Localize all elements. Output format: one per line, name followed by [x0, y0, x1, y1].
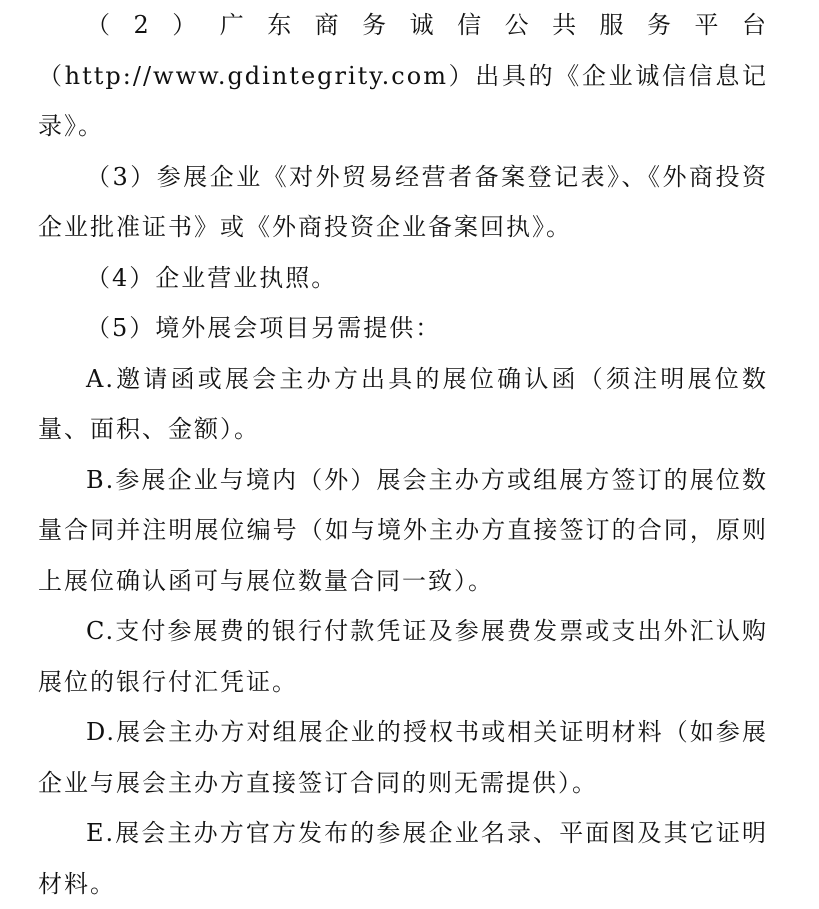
paragraph-item-c-payment-proof: C.支付参展费的银行付款凭证及参展费发票或支出外汇认购展位的银行付汇凭证。 [38, 617, 768, 696]
paragraph-item-3-registration-forms: （3）参展企业《对外贸易经营者备案登记表》、《外商投资企业批准证书》或《外商投资企业备案回执》。 [38, 162, 768, 241]
paragraph-item-2-platform-record: （2）广东商务诚信公共服务平台（http://www.gdintegrity.com）出具的《企业诚信信息记录》。 [38, 11, 768, 140]
paragraph-item-b-booth-contract: B.参展企业与境内（外）展会主办方或组展方签订的展位数量合同并注明展位编号（如与境外主办方直接签订的合同，原则上展位确认函可与展位数量合同一致）。 [38, 465, 768, 595]
paragraph-item-d-authorization: D.展会主办方对组展企业的授权书或相关证明材料（如参展企业与展会主办方直接签订合同的则无需提供）。 [38, 718, 768, 797]
paragraph-item-4-business-license: （4）企业营业执照。 [86, 263, 338, 292]
paragraph-item-e-exhibitor-list: E.展会主办方官方发布的参展企业名录、平面图及其它证明材料。 [38, 819, 768, 898]
document-body [38, 0, 768, 909]
paragraph-item-a-invitation-letter: A.邀请函或展会主办方出具的展位确认函（须注明展位数量、面积、金额）。 [38, 364, 768, 443]
paragraph-item-5-overseas-requirements: （5）境外展会项目另需提供： [86, 314, 442, 342]
